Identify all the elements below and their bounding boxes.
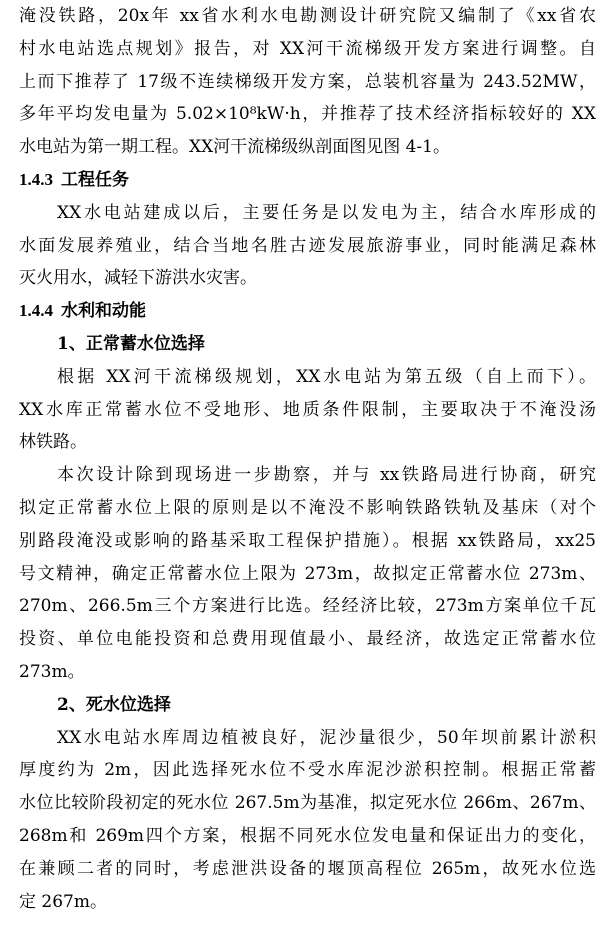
text-line: 定 267m。	[19, 891, 107, 912]
section-number: 1.4.4	[19, 301, 53, 321]
section-title: 工程任务	[61, 169, 129, 190]
text-line: 别路段淹没或影响的路基采取工程保护措施）。根据 xx铁路局，xx25	[19, 530, 596, 551]
text-line: 上而下推荐了 17级不连续梯级开发方案，总装机容量为 243.52MW，	[19, 71, 596, 92]
section-heading-1-4-3	[19, 164, 596, 197]
text-line: 270m、266.5m三个方案进行比选。经经济比较，273m方案单位千瓦	[19, 596, 596, 617]
text-line: 号文精神，确定正常蓄水位上限为 273m，故拟定正常蓄水位 273m、	[19, 563, 596, 584]
text-line: XX水库正常蓄水位不受地形、地质条件限制，主要取决于不淹没汤	[19, 399, 596, 420]
section-number: 1.4.3	[19, 169, 53, 189]
text-line: 水位比较阶段初定的死水位 267.5m为基准，拟定死水位 266m、267m、	[19, 793, 596, 814]
text-line: 淹没铁路，20x年 xx省水利水电勘测设计研究院又编制了《xx省农	[19, 6, 596, 26]
text-line: 多年平均发电量为 5.02×10⁸kW·h，并推荐了技术经济指标较好的 XX	[19, 104, 596, 125]
subsection-heading-normal-water-level: 1、正常蓄水位选择	[57, 333, 205, 354]
section-title: 水利和动能	[61, 301, 146, 322]
text-line: 灭火用水，减轻下游洪水灾害。	[19, 268, 257, 289]
section-heading-1-4-4	[19, 295, 596, 328]
text-line: 投资、单位电能投资和总费用现值最小、最经济，故选定正常蓄水位	[19, 629, 596, 650]
text-line: 268m和 269m四个方案，根据不同死水位发电量和保证出力的变化，	[19, 825, 596, 846]
text-line: 本次设计除到现场进一步勘察，并与 xx铁路局进行协商，研究	[57, 465, 596, 486]
text-line: 273m。	[19, 661, 85, 682]
subsection-heading-dead-water-level: 2、死水位选择	[57, 694, 171, 715]
text-line: XX水电站建成以后，主要任务是以发电为主，结合水库形成的	[57, 202, 596, 223]
text-line: 林铁路。	[19, 432, 87, 453]
text-line: 根据 XX河干流梯级规划，XX水电站为第五级（自上而下）。	[57, 366, 596, 387]
text-line: 水电站为第一期工程。XX河干流梯级纵剖面图见图 4-1。	[19, 137, 450, 158]
text-line: 水面发展养殖业，结合当地名胜古迹发展旅游事业，同时能满足森林	[19, 235, 596, 256]
text-line: 厚度约为 2m，因此选择死水位不受水库泥沙淤积控制。根据正常蓄	[19, 760, 596, 781]
text-line: 在兼顾二者的同时，考虑泄洪设备的堰顶高程位 265m，故死水位选	[19, 858, 596, 879]
text-line: XX水电站水库周边植被良好，泥沙量很少，50年坝前累计淤积	[57, 727, 596, 748]
text-line: 拟定正常蓄水位上限的原则是以不淹没不影响铁路铁轨及基床（对个	[19, 497, 596, 518]
text-line: 村水电站选点规划》报告，对 XX河干流梯级开发方案进行调整。自	[19, 38, 596, 59]
